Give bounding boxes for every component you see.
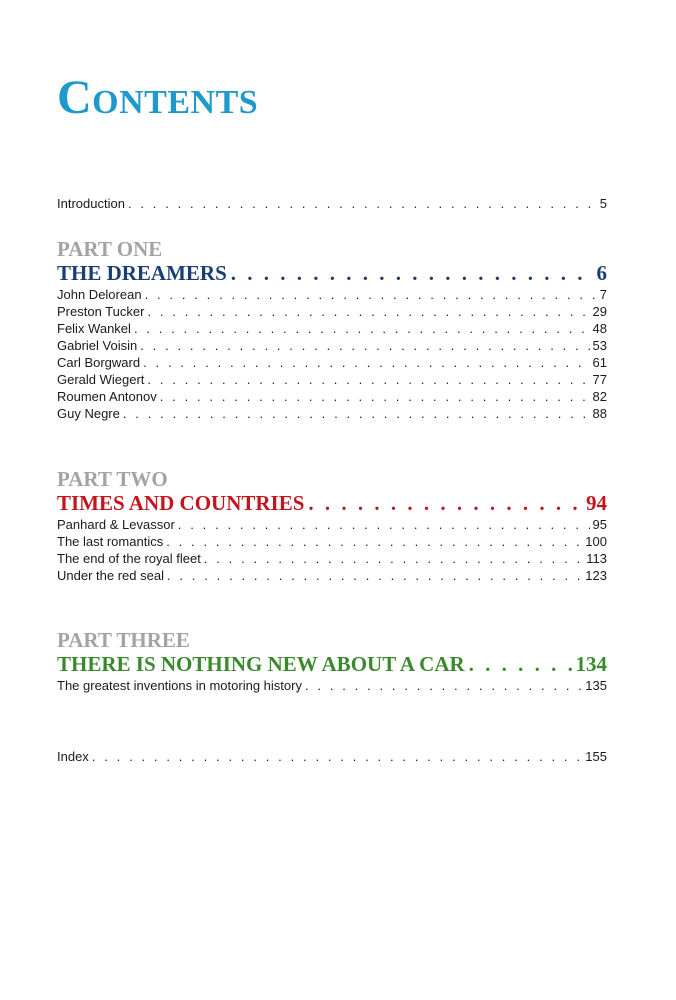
toc-entry-label: Introduction [57,196,125,211]
dot-leader [166,533,582,550]
part-heading-page: 134 [575,652,607,676]
toc-entry[interactable] [57,371,607,388]
toc-entry-page: 5 [599,196,607,211]
toc-entry-label: John Delorean [57,287,142,302]
toc-entry-label: Index [57,749,89,764]
toc-entry[interactable] [57,516,607,533]
toc-entry-label: Carl Borgward [57,355,141,370]
dot-leader [92,748,582,765]
toc-entry-page: 100 [585,534,607,549]
part-heading-title: THE DREAMERS [57,261,227,285]
toc-entry-page: 77 [592,372,607,387]
dot-leader [128,195,597,212]
toc-entry-page: 82 [592,389,607,404]
toc-entry[interactable] [57,567,607,584]
toc-entry[interactable] [57,533,607,550]
toc-entry-page: 7 [599,287,607,302]
toc-entry[interactable] [57,388,607,405]
toc-entry-label: Guy Negre [57,406,120,421]
toc-entry-label: Gerald Wiegert [57,372,145,387]
dot-leader [308,491,582,515]
dot-leader [123,405,590,422]
toc-entry[interactable] [57,337,607,354]
part-label: PART THREE [57,628,190,652]
toc-entry-label: The greatest inventions in motoring history [57,678,302,693]
toc-entry-page: 29 [592,304,607,319]
toc-entry-label: Under the red seal [57,568,164,583]
toc-entry[interactable] [57,354,607,371]
part-heading-title: THERE IS NOTHING NEW ABOUT A CAR [57,652,465,676]
toc-entry[interactable] [57,405,607,422]
toc-entry-label: The last romantics [57,534,164,549]
toc-entry-page: 53 [592,338,607,353]
part-heading[interactable] [57,491,607,515]
toc-introduction [57,195,607,212]
toc-entry[interactable] [57,748,607,765]
dot-leader [140,337,589,354]
dot-leader [160,388,590,405]
toc-part-three [57,628,607,694]
toc-entry-page: 88 [592,406,607,421]
toc-entry[interactable] [57,320,607,337]
toc-part-two [57,467,607,584]
dot-leader [167,567,582,584]
dot-leader [231,261,593,285]
dot-leader [147,371,589,388]
toc-entry[interactable] [57,303,607,320]
dot-leader [145,286,597,303]
toc-entry-page: 155 [585,749,607,764]
part-heading-page: 94 [586,491,607,515]
page-title: Contents [57,71,259,124]
dot-leader [178,516,590,533]
part-heading[interactable] [57,261,607,285]
dot-leader [134,320,590,337]
toc-entry-page: 123 [585,568,607,583]
toc-entry[interactable] [57,195,607,212]
toc-part-one [57,237,607,422]
toc-entry-label: Preston Tucker [57,304,145,319]
part-heading-page: 6 [596,261,607,285]
toc-entry[interactable] [57,677,607,694]
part-label: PART TWO [57,467,168,491]
toc-index [57,748,607,765]
toc-entry-page: 113 [586,551,607,566]
dot-leader [204,550,583,567]
toc-entry-label: Panhard & Levassor [57,517,175,532]
toc-entry-page: 61 [592,355,607,370]
dot-leader [305,677,582,694]
part-heading-title: TIMES AND COUNTRIES [57,491,305,515]
toc-entry-label: Gabriel Voisin [57,338,138,353]
part-label: PART ONE [57,237,163,261]
dot-leader [147,303,589,320]
toc-entry-label: Roumen Antonov [57,389,157,404]
dot-leader [469,652,572,676]
dot-leader [143,354,589,371]
toc-entry[interactable] [57,550,607,567]
toc-entry-label: The end of the royal fleet [57,551,201,566]
toc-entry-page: 48 [592,321,607,336]
toc-entry-label: Felix Wankel [57,321,131,336]
toc-entry-page: 135 [585,678,607,693]
part-heading[interactable] [57,652,607,676]
toc-entry-page: 95 [592,517,607,532]
toc-entry[interactable] [57,286,607,303]
